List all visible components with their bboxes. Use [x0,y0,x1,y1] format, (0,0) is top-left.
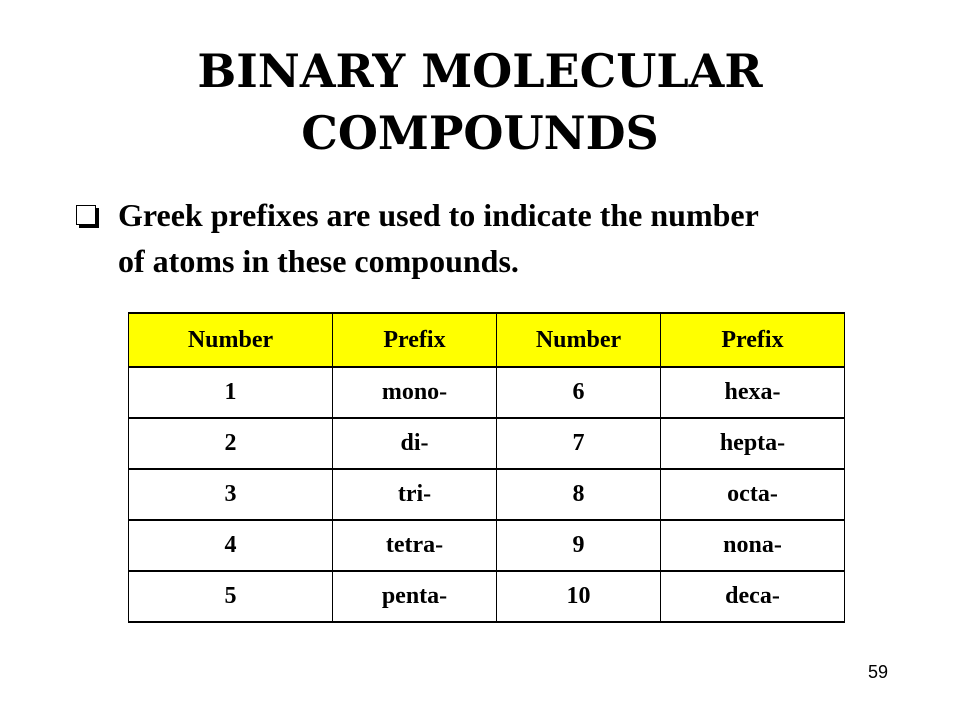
table-row [129,520,845,571]
header-prefix-2: Prefix [661,313,845,367]
header-prefix-1: Prefix [333,313,497,367]
table-cell: 1 [129,367,333,418]
bullet-text-line-2: of atoms in these compounds. [118,243,519,279]
header-number-2: Number [497,313,661,367]
table-row [129,469,845,520]
table-cell: 7 [497,418,661,469]
table-cell: hepta- [661,418,845,469]
table-cell: 9 [497,520,661,571]
table-cell: 6 [497,367,661,418]
table-header-row [129,313,845,367]
table-cell: 10 [497,571,661,622]
bullet-text [118,192,878,284]
table-cell: penta- [333,571,497,622]
table-cell: 8 [497,469,661,520]
table-cell: di- [333,418,497,469]
slide-title-line-1: BINARY MOLECULAR [197,44,763,98]
hollow-square-bullet-icon [76,205,96,225]
table-cell: nona- [661,520,845,571]
table-cell: hexa- [661,367,845,418]
table-cell: 3 [129,469,333,520]
header-number-1: Number [129,313,333,367]
slide-title [100,40,860,164]
table-row [129,571,845,622]
table-cell: mono- [333,367,497,418]
table-cell: 5 [129,571,333,622]
slide-number: 59 [867,662,888,682]
table-cell: tetra- [333,520,497,571]
table-cell: tri- [333,469,497,520]
slide-title-line-2: COMPOUNDS [301,106,659,160]
table-row [129,367,845,418]
table-cell: 2 [129,418,333,469]
table-cell: deca- [661,571,845,622]
table-row [129,418,845,469]
table-cell: 4 [129,520,333,571]
greek-prefix-table [128,312,845,623]
bullet-text-line-1: Greek prefixes are used to indicate the number [118,197,759,233]
table-cell: octa- [661,469,845,520]
